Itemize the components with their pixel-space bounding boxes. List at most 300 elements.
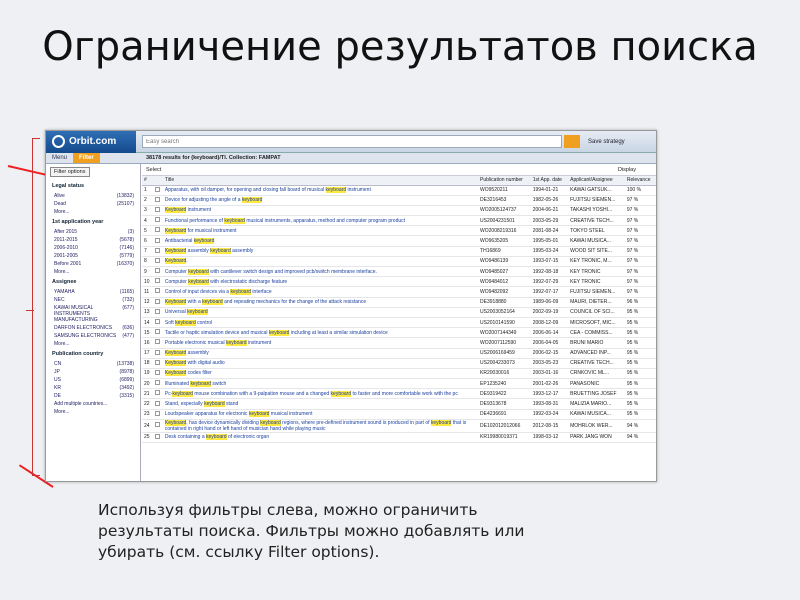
row-checkbox[interactable] <box>155 207 160 212</box>
row-relevance: 97 % <box>625 216 656 226</box>
row-assignee: KEY TRONIC <box>568 277 625 287</box>
search-term-highlight: keyboard <box>190 380 212 387</box>
row-relevance: 95 % <box>625 307 656 317</box>
filter-item-count: (13738) <box>116 361 134 367</box>
row-checkbox-cell <box>153 399 163 409</box>
results-panel <box>142 153 656 481</box>
more-link[interactable]: More... <box>54 269 70 275</box>
row-assignee: COUNCIL OF SCI... <box>568 307 625 317</box>
row-checkbox[interactable] <box>155 288 160 293</box>
filter-section-title[interactable]: Publication country <box>52 351 104 357</box>
filter-item[interactable] <box>46 228 140 236</box>
row-checkbox-cell <box>153 216 163 226</box>
logo-icon <box>52 135 65 148</box>
row-checkbox[interactable] <box>155 350 160 355</box>
row-checkbox-cell <box>153 409 163 419</box>
col-number[interactable]: # <box>142 176 153 185</box>
results-table <box>142 176 656 443</box>
filter-item-label: JP <box>54 369 60 375</box>
row-checkbox-cell <box>153 432 163 442</box>
row-relevance: 95 % <box>625 379 656 389</box>
search-term-highlight: keyboard <box>241 197 263 204</box>
row-relevance: 95 % <box>625 389 656 399</box>
row-checkbox[interactable] <box>155 268 160 273</box>
row-checkbox[interactable] <box>155 227 160 232</box>
row-title[interactable]: Antibacterial keyboard <box>163 236 478 246</box>
row-title[interactable]: Apparatus, with oil damper, for opening and closing fall board of musical keyboard instrument <box>163 185 478 195</box>
search-term-highlight: keyboard <box>224 217 245 224</box>
row-checkbox[interactable] <box>155 329 160 334</box>
row-assignee: TAKASHI YOSHI... <box>568 205 625 215</box>
search-term-highlight: keyboard <box>260 419 281 426</box>
row-app-date: 1995-03-24 <box>531 246 568 256</box>
filter-item[interactable] <box>46 368 140 376</box>
row-assignee: KAWAI MUSICA... <box>568 409 625 419</box>
row-publication-number[interactable]: DE3216453 <box>478 195 531 205</box>
row-title[interactable]: Tactile or haptic simulation device and musical keyboard including at least a similar simulation device <box>163 328 478 338</box>
select-dropdown[interactable]: Select <box>146 166 162 173</box>
row-title[interactable]: Desk containing a keyboard of electronic organ <box>163 432 478 442</box>
filter-item-count: (3315) <box>119 393 134 399</box>
row-relevance: 95 % <box>625 328 656 338</box>
row-publication-number[interactable]: WO2008219316 <box>478 226 531 236</box>
row-title[interactable]: Keyboard assembly <box>163 348 478 358</box>
row-checkbox-cell <box>153 236 163 246</box>
row-relevance: 95 % <box>625 317 656 327</box>
search-term-highlight: keyboard <box>188 278 209 285</box>
row-publication-number[interactable]: DE102012012066 <box>478 419 531 432</box>
table-header-row <box>142 176 656 185</box>
col-publication-number[interactable]: Publication number <box>478 176 531 185</box>
search-term-highlight: keyboard <box>204 401 225 408</box>
row-app-date: 1993-07-15 <box>531 256 568 266</box>
row-checkbox-cell <box>153 368 163 378</box>
row-relevance: 94 % <box>625 419 656 432</box>
row-publication-number[interactable]: DE3918880 <box>478 297 531 307</box>
table-row[interactable] <box>142 246 656 256</box>
row-title[interactable]: Keyboard instrument <box>163 205 478 215</box>
row-checkbox[interactable] <box>155 258 160 263</box>
row-relevance: 95 % <box>625 399 656 409</box>
row-title[interactable]: Keyboard, has device dynamically dividing keyboard regions, where pre-defined instrument sound is produced in part of keyboard that is contained in right hand or left hand of musician hand while playing music <box>163 419 478 432</box>
row-number: 16 <box>142 338 153 348</box>
search-term-highlight: Keyboard <box>164 360 187 367</box>
table-row[interactable] <box>142 409 656 419</box>
row-app-date: 2008-12-09 <box>531 317 568 327</box>
filter-item-count: (1165) <box>119 289 134 295</box>
col-checkbox <box>153 176 163 185</box>
display-dropdown[interactable]: Display <box>617 166 636 173</box>
table-row[interactable] <box>142 226 656 236</box>
row-title[interactable]: Keyboard for musical instrument <box>163 226 478 236</box>
row-checkbox-cell <box>153 256 163 266</box>
filter-item[interactable] <box>46 384 140 392</box>
search-term-highlight: Keyboard <box>164 370 187 377</box>
row-checkbox[interactable] <box>155 238 160 243</box>
col-assignee[interactable]: Applicant/Assignee <box>568 176 625 185</box>
row-checkbox-cell <box>153 348 163 358</box>
filter-item[interactable] <box>46 324 140 332</box>
table-row[interactable] <box>142 236 656 246</box>
filter-item-count: (6899) <box>119 377 134 383</box>
row-title[interactable]: Pc-keyboard mouse combination with a 9-palpation mouse and a changed keyboard to faster and more comfortable work with the pc <box>163 389 478 399</box>
row-title[interactable]: Control of input devices via a keyboard interface <box>163 287 478 297</box>
table-row[interactable] <box>142 256 656 266</box>
row-number: 21 <box>142 389 153 399</box>
row-assignee: CREATIVE TECH... <box>568 358 625 368</box>
row-number: 3 <box>142 205 153 215</box>
row-app-date: 1994-01-21 <box>531 185 568 195</box>
filter-item[interactable] <box>46 288 140 296</box>
row-app-date: 2001-02-26 <box>531 379 568 389</box>
row-publication-number[interactable]: US2004233073 <box>478 358 531 368</box>
row-app-date: 2003-05-29 <box>531 216 568 226</box>
filter-section-title[interactable]: Legal status <box>52 183 85 189</box>
row-relevance: 94 % <box>625 432 656 442</box>
row-assignee: MALIZIA MARIO... <box>568 399 625 409</box>
row-number: 14 <box>142 317 153 327</box>
row-checkbox[interactable] <box>155 411 160 416</box>
col-app-date[interactable]: 1st App. date <box>531 176 568 185</box>
row-assignee: KAWAI GATSUK... <box>568 185 625 195</box>
row-number: 4 <box>142 216 153 226</box>
more-link[interactable]: More... <box>54 209 70 215</box>
slide-title: Ограничение результатов поиска <box>42 24 758 70</box>
row-publication-number[interactable]: US2004231501 <box>478 216 531 226</box>
filter-item[interactable] <box>46 304 140 324</box>
logo-text: Orbit.com <box>69 136 117 147</box>
row-number: 24 <box>142 419 153 432</box>
app-topbar <box>46 131 656 153</box>
row-assignee: CRNKOVIC ML... <box>568 368 625 378</box>
table-row[interactable] <box>142 348 656 358</box>
row-checkbox-cell <box>153 379 163 389</box>
filter-item[interactable] <box>46 332 140 340</box>
row-relevance: 97 % <box>625 226 656 236</box>
search-term-highlight: Keyboard <box>164 248 187 255</box>
filter-item-label: 2001-2005 <box>54 253 78 259</box>
more-link[interactable]: More... <box>54 409 70 415</box>
row-number: 19 <box>142 368 153 378</box>
row-publication-number[interactable]: WO9482092 <box>478 287 531 297</box>
row-title[interactable]: Keyboard codes filter <box>163 368 478 378</box>
row-relevance: 95 % <box>625 348 656 358</box>
row-checkbox-cell <box>153 317 163 327</box>
search-term-highlight: keyboard <box>268 329 290 336</box>
row-relevance: 96 % <box>625 297 656 307</box>
orbit-screenshot <box>45 130 657 482</box>
row-checkbox-cell <box>153 277 163 287</box>
filter-item[interactable] <box>46 244 140 252</box>
filter-item[interactable] <box>46 360 140 368</box>
row-checkbox[interactable] <box>155 339 160 344</box>
search-go-button[interactable] <box>564 135 580 148</box>
row-publication-number[interactable]: WO9484012 <box>478 277 531 287</box>
filter-item-count: (3492) <box>119 385 134 391</box>
row-assignee: MOHRLOK WER... <box>568 419 625 432</box>
filter-item-label: YAMAHA <box>54 289 75 295</box>
row-checkbox[interactable] <box>155 217 160 222</box>
row-relevance: 95 % <box>625 338 656 348</box>
row-checkbox-cell <box>153 358 163 368</box>
row-number: 17 <box>142 348 153 358</box>
row-checkbox[interactable] <box>155 278 160 283</box>
row-assignee: WOOD SIT SITE... <box>568 246 625 256</box>
row-title[interactable]: Functional performance of keyboard musical instruments, apparatus, method and computer program product <box>163 216 478 226</box>
table-row[interactable] <box>142 432 656 442</box>
tab-filter[interactable]: Filter <box>73 153 100 163</box>
row-checkbox-cell <box>153 185 163 195</box>
row-publication-number[interactable]: DE4236691 <box>478 409 531 419</box>
table-row[interactable] <box>142 205 656 215</box>
filter-item-count: (8978) <box>119 369 134 375</box>
row-publication-number[interactable]: TH16869 <box>478 246 531 256</box>
row-checkbox-cell <box>153 246 163 256</box>
row-app-date: 1989-06-09 <box>531 297 568 307</box>
table-row[interactable] <box>142 389 656 399</box>
search-term-highlight: keyboard <box>172 390 193 397</box>
results-header: 38178 results for (keyboard)/TI. Collection: FAMPAT <box>142 153 656 164</box>
filter-item-count: (636) <box>122 325 134 331</box>
row-checkbox[interactable] <box>155 197 160 202</box>
row-app-date: 1992-03-24 <box>531 409 568 419</box>
row-title[interactable]: Illuminated keyboard switch <box>163 379 478 389</box>
row-number: 18 <box>142 358 153 368</box>
row-app-date: 2012-08-15 <box>531 419 568 432</box>
row-app-date: 1992-08-18 <box>531 267 568 277</box>
filter-item[interactable] <box>46 376 140 384</box>
row-title[interactable]: Soft keyboard control <box>163 317 478 327</box>
row-number: 25 <box>142 432 153 442</box>
row-checkbox-cell <box>153 297 163 307</box>
table-row[interactable] <box>142 277 656 287</box>
row-number: 15 <box>142 328 153 338</box>
row-publication-number[interactable]: DE9313678 <box>478 399 531 409</box>
row-publication-number[interactable]: DE9319422 <box>478 389 531 399</box>
red-arrow-top-icon <box>8 165 49 176</box>
search-term-highlight: keyboard <box>210 248 231 255</box>
row-title[interactable]: Keyboard assembly keyboard assembly <box>163 246 478 256</box>
slide-caption: Используя фильтры слева, можно ограничить результаты поиска. Фильтры можно добавлять или убирать (см. ссылку Filter options). <box>98 501 525 561</box>
row-number: 6 <box>142 236 153 246</box>
row-relevance: 95 % <box>625 358 656 368</box>
filter-item-label: Dead <box>54 201 66 207</box>
row-checkbox[interactable] <box>155 380 160 385</box>
filter-item-label: NEC <box>54 297 65 303</box>
table-row[interactable] <box>142 297 656 307</box>
row-publication-number[interactable]: WO9520211 <box>478 185 531 195</box>
row-publication-number[interactable]: KR19980019371 <box>478 432 531 442</box>
row-assignee: FUJITSU SIEMEN... <box>568 195 625 205</box>
row-app-date: 2006-02-15 <box>531 348 568 358</box>
filter-item[interactable] <box>46 236 140 244</box>
search-term-highlight: keyboard <box>175 319 196 326</box>
table-row[interactable] <box>142 287 656 297</box>
row-assignee: PARK JANG WON <box>568 432 625 442</box>
col-relevance[interactable]: Relevance <box>625 176 656 185</box>
filter-item[interactable] <box>46 200 140 208</box>
row-number: 5 <box>142 226 153 236</box>
table-row[interactable] <box>142 267 656 277</box>
filter-section-title[interactable]: Assignee <box>52 279 77 285</box>
row-relevance: 97 % <box>625 205 656 215</box>
row-app-date: 1992-07-29 <box>531 277 568 287</box>
search-input[interactable] <box>142 135 562 148</box>
row-title[interactable]: Loudspeaker apparatus for electronic keyboard musical instrument <box>163 409 478 419</box>
filter-options-button[interactable]: Filter options <box>50 167 90 177</box>
row-publication-number[interactable]: WO9486139 <box>478 256 531 266</box>
row-publication-number[interactable]: KR20030016 <box>478 368 531 378</box>
row-title[interactable]: Stand, especially keyboard stand <box>163 399 478 409</box>
row-checkbox-cell <box>153 338 163 348</box>
row-title[interactable]: Keyboard with digital audio <box>163 358 478 368</box>
filter-item-count: (677) <box>122 305 134 311</box>
row-app-date: 2006-06-14 <box>531 328 568 338</box>
row-assignee: BRUNI MARIO <box>568 338 625 348</box>
row-checkbox-cell <box>153 205 163 215</box>
row-publication-number[interactable]: WO2005124737 <box>478 205 531 215</box>
row-title[interactable]: Keyboard with a keyboard and repeating mechanics for the change of the attack resistance <box>163 297 478 307</box>
table-row[interactable] <box>142 419 656 432</box>
row-publication-number[interactable]: WO2007144349 <box>478 328 531 338</box>
row-assignee: CREATIVE TECH... <box>568 216 625 226</box>
filter-item[interactable] <box>46 260 140 268</box>
row-checkbox-cell <box>153 328 163 338</box>
save-strategy-button[interactable]: Save strategy <box>588 138 625 145</box>
row-title[interactable]: Universal keyboard <box>163 307 478 317</box>
row-number: 11 <box>142 287 153 297</box>
row-checkbox[interactable] <box>155 401 160 406</box>
row-checkbox[interactable] <box>155 370 160 375</box>
row-publication-number[interactable]: US2010141590 <box>478 317 531 327</box>
row-checkbox[interactable] <box>155 360 160 365</box>
row-checkbox-cell <box>153 389 163 399</box>
search-term-highlight: Keyboard <box>164 419 187 426</box>
table-row[interactable] <box>142 328 656 338</box>
row-publication-number[interactable]: WO2007112590 <box>478 338 531 348</box>
row-publication-number[interactable]: US2006169459 <box>478 348 531 358</box>
row-app-date: 1992-07-17 <box>531 287 568 297</box>
filter-item[interactable] <box>46 252 140 260</box>
search-term-highlight: keyboard <box>230 288 252 295</box>
row-number: 20 <box>142 379 153 389</box>
row-title[interactable]: Portable electronic musical keyboard instrument <box>163 338 478 348</box>
row-checkbox[interactable] <box>155 299 160 304</box>
row-relevance: 100 % <box>625 185 656 195</box>
table-row[interactable] <box>142 379 656 389</box>
search-term-highlight: Keyboard <box>164 258 187 265</box>
row-title[interactable]: Keyboard. <box>163 256 478 266</box>
filter-item-label: KAWAI MUSICAL INSTRUMENTS MANUFACTURING <box>54 305 98 323</box>
table-row[interactable] <box>142 358 656 368</box>
results-toolbar <box>142 164 656 176</box>
row-app-date: 2006-04-05 <box>531 338 568 348</box>
table-row[interactable] <box>142 399 656 409</box>
row-relevance: 97 % <box>625 287 656 297</box>
filter-section-title[interactable]: 1st application year <box>52 219 104 225</box>
row-assignee: BRUETTING JOSEF <box>568 389 625 399</box>
row-assignee: MAURI, DIETER... <box>568 297 625 307</box>
row-number: 22 <box>142 399 153 409</box>
row-relevance: 97 % <box>625 256 656 266</box>
filter-item-count: (13832) <box>116 193 134 199</box>
app-logo[interactable] <box>46 131 136 153</box>
row-number: 1 <box>142 185 153 195</box>
table-row[interactable] <box>142 317 656 327</box>
row-app-date: 2003-05-23 <box>531 358 568 368</box>
row-publication-number[interactable]: WO9485027 <box>478 267 531 277</box>
filter-item-count: (7146) <box>119 245 134 251</box>
row-assignee: PANASONIC <box>568 379 625 389</box>
search-term-highlight: Keyboard <box>164 350 187 357</box>
table-row[interactable] <box>142 338 656 348</box>
row-checkbox-cell <box>153 226 163 236</box>
search-term-highlight: keyboard <box>188 268 209 275</box>
row-number: 12 <box>142 297 153 307</box>
filter-bracket-tick <box>26 310 34 311</box>
col-title[interactable]: Title <box>163 176 478 185</box>
row-assignee: MICROSOFT, MIC... <box>568 317 625 327</box>
add-countries-link[interactable]: Add multiple countries... <box>54 401 108 407</box>
row-checkbox-cell <box>153 419 163 432</box>
row-relevance: 97 % <box>625 277 656 287</box>
row-title[interactable]: Device for adjusting the angle of a keyboard <box>163 195 478 205</box>
row-app-date: 1993-08-31 <box>531 399 568 409</box>
filter-item-count: (5678) <box>119 237 134 243</box>
row-title[interactable]: Computer keyboard with cantilever switch design and improved pcb/switch membrane interface. <box>163 267 478 277</box>
filter-item[interactable] <box>46 392 140 400</box>
filter-bracket <box>32 138 40 476</box>
row-number: 2 <box>142 195 153 205</box>
filter-item-count: (477) <box>122 333 134 339</box>
row-checkbox[interactable] <box>155 390 160 395</box>
filter-item[interactable] <box>46 296 140 304</box>
row-publication-number[interactable]: EP1235240 <box>478 379 531 389</box>
more-link[interactable]: More... <box>54 341 70 347</box>
row-checkbox[interactable] <box>155 187 160 192</box>
row-publication-number[interactable]: US2003052164 <box>478 307 531 317</box>
search-term-highlight: keyboard <box>226 339 247 346</box>
row-assignee: KAWAI MUSICA... <box>568 236 625 246</box>
filter-panel <box>46 164 141 481</box>
filter-item-label: KR <box>54 385 61 391</box>
table-row[interactable] <box>142 185 656 195</box>
row-publication-number[interactable]: WO9635205 <box>478 236 531 246</box>
search-term-highlight: keyboard <box>430 419 452 426</box>
table-row[interactable] <box>142 195 656 205</box>
row-relevance: 97 % <box>625 267 656 277</box>
filter-item-label: DARFON ELECTRONICS <box>54 325 113 331</box>
search-term-highlight: keyboard <box>206 434 227 441</box>
row-checkbox-cell <box>153 267 163 277</box>
row-checkbox-cell <box>153 287 163 297</box>
tab-menu[interactable]: Menu <box>52 155 68 161</box>
table-row[interactable] <box>142 307 656 317</box>
row-number: 7 <box>142 246 153 256</box>
row-app-date: 2081-08-24 <box>531 226 568 236</box>
row-title[interactable]: Computer keyboard with electrostatic discharge feature <box>163 277 478 287</box>
table-row[interactable] <box>142 368 656 378</box>
search-term-highlight: keyboard <box>325 187 347 194</box>
row-checkbox[interactable] <box>155 434 160 439</box>
filter-item-label: After 2015 <box>54 229 78 235</box>
table-row[interactable] <box>142 216 656 226</box>
row-checkbox[interactable] <box>155 422 160 427</box>
row-checkbox[interactable] <box>155 248 160 253</box>
row-checkbox[interactable] <box>155 319 160 324</box>
filter-item[interactable] <box>46 192 140 200</box>
row-checkbox[interactable] <box>155 309 160 314</box>
